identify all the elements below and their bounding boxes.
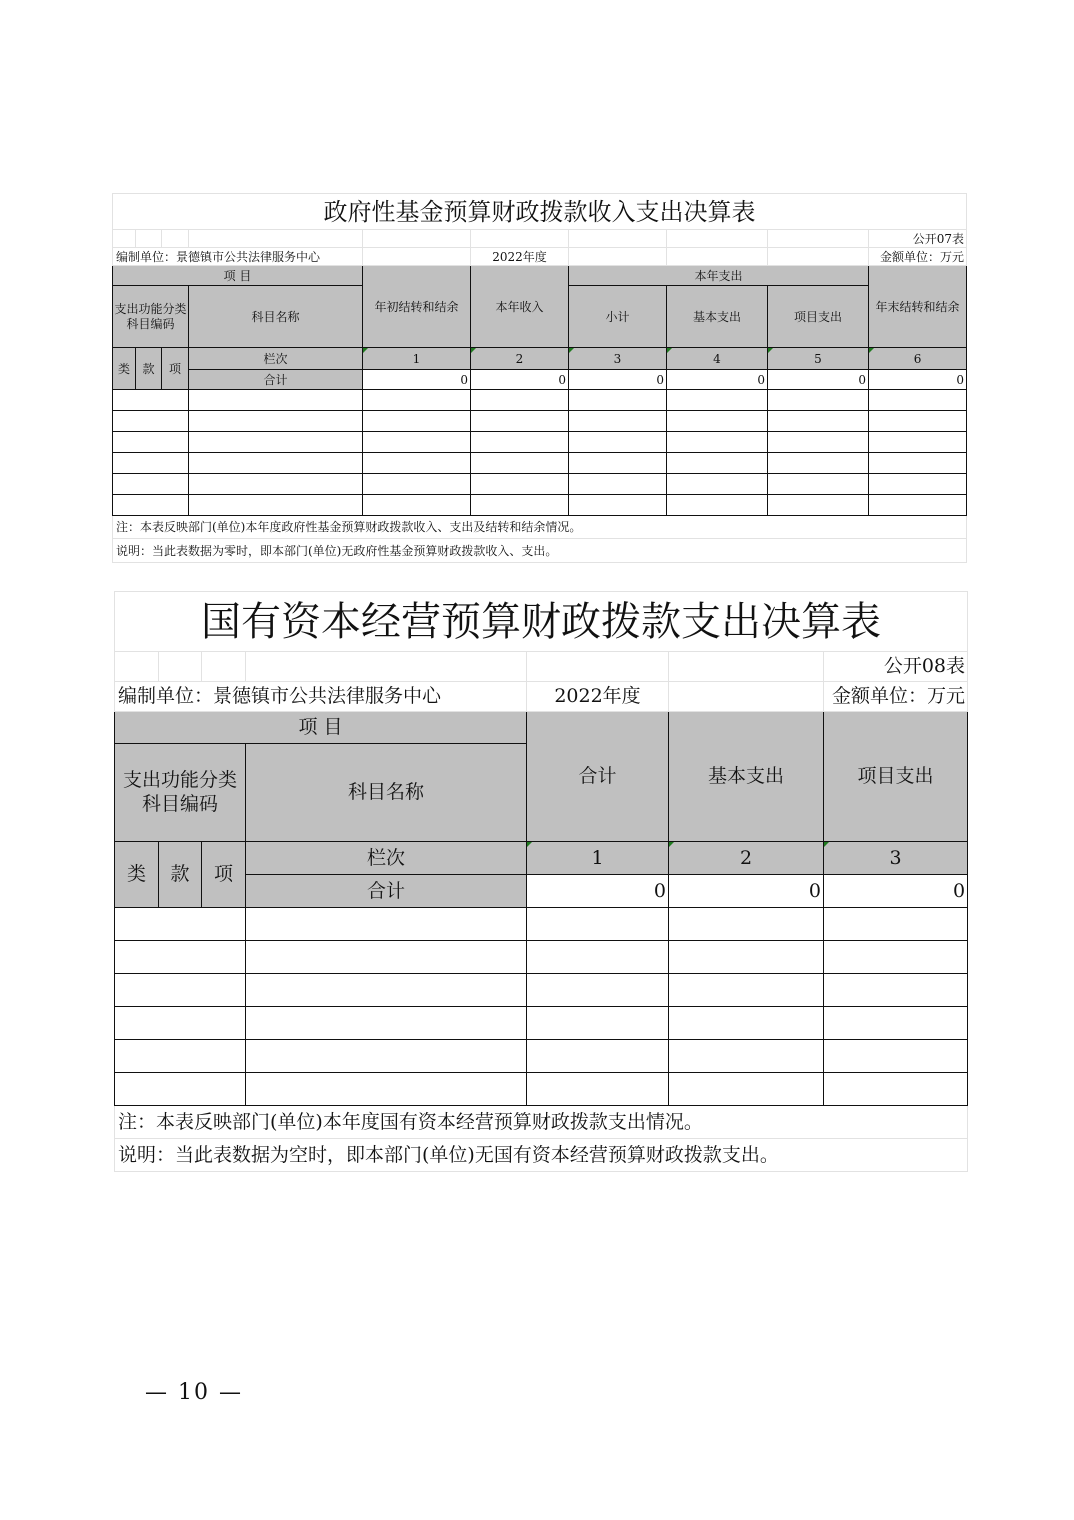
column-number: 5 [768, 348, 869, 370]
reporting-unit: 编制单位：景德镇市公共法律服务中心 [113, 248, 363, 266]
header-item: 项 目 [115, 712, 527, 744]
table-title: 国有资本经营预算财政拨款支出决算表 [115, 592, 968, 652]
table-row [113, 432, 967, 453]
header-xiang: 项 [202, 842, 246, 908]
table-row [115, 908, 968, 941]
header-xiang: 项 [162, 348, 189, 390]
header-kuan: 款 [159, 842, 202, 908]
table-row [115, 941, 968, 974]
column-number: 3 [569, 348, 667, 370]
amount-unit: 金额单位：万元 [824, 682, 968, 712]
header-end-balance: 年末结转和结余 [869, 266, 967, 348]
header-lei: 类 [113, 348, 136, 390]
table-state-capital [114, 591, 968, 1172]
column-number: 3 [824, 842, 968, 875]
header-basic-expense: 基本支出 [669, 712, 824, 842]
header-column-no: 栏次 [246, 842, 527, 875]
total-value: 0 [363, 370, 471, 390]
column-number: 6 [869, 348, 967, 370]
reporting-unit: 编制单位：景德镇市公共法律服务中心 [115, 682, 527, 712]
header-kuan: 款 [136, 348, 162, 390]
header-total: 合计 [527, 712, 669, 842]
total-value: 0 [869, 370, 967, 390]
table-row [113, 495, 967, 516]
total-value: 0 [667, 370, 768, 390]
header-function-code: 支出功能分类科目编码 [113, 286, 189, 348]
header-begin-balance: 年初结转和结余 [363, 266, 471, 348]
page-number: — 10 — [145, 1380, 243, 1405]
table-title: 政府性基金预算财政拨款收入支出决算表 [113, 194, 967, 230]
total-value: 0 [471, 370, 569, 390]
column-number: 2 [471, 348, 569, 370]
fiscal-year: 2022年度 [471, 248, 569, 266]
table-explanation: 说明：当此表数据为空时，即本部门(单位)无国有资本经营预算财政拨款支出。 [115, 1139, 968, 1172]
header-project-expense: 项目支出 [824, 712, 968, 842]
table-number: 公开07表 [869, 230, 967, 248]
table-note: 注：本表反映部门(单位)本年度政府性基金预算财政拨款收入、支出及结转和结余情况。 [113, 516, 967, 539]
table-note: 注：本表反映部门(单位)本年度国有资本经营预算财政拨款支出情况。 [115, 1106, 968, 1139]
header-subtotal: 小计 [569, 286, 667, 348]
header-lei: 类 [115, 842, 159, 908]
table-number: 公开08表 [824, 652, 968, 682]
table-row [115, 1040, 968, 1073]
header-income: 本年收入 [471, 266, 569, 348]
total-value: 0 [669, 875, 824, 908]
total-value: 0 [768, 370, 869, 390]
table-row [113, 411, 967, 432]
header-expense: 本年支出 [569, 266, 869, 286]
header-project-expense: 项目支出 [768, 286, 869, 348]
header-subject-name: 科目名称 [189, 286, 363, 348]
header-function-code: 支出功能分类科目编码 [115, 744, 246, 842]
table-row [113, 474, 967, 495]
amount-unit: 金额单位：万元 [869, 248, 967, 266]
column-number: 1 [363, 348, 471, 370]
total-value: 0 [824, 875, 968, 908]
header-item: 项 目 [113, 266, 363, 286]
table-row [115, 974, 968, 1007]
column-number: 4 [667, 348, 768, 370]
fiscal-year: 2022年度 [527, 682, 669, 712]
total-value: 0 [527, 875, 669, 908]
row-total-label: 合计 [246, 875, 527, 908]
column-number: 2 [669, 842, 824, 875]
table-government-fund [112, 193, 967, 563]
header-basic-expense: 基本支出 [667, 286, 768, 348]
table-explanation: 说明：当此表数据为零时，即本部门(单位)无政府性基金预算财政拨款收入、支出。 [113, 539, 967, 563]
row-total-label: 合计 [189, 370, 363, 390]
header-column-no: 栏次 [189, 348, 363, 370]
total-value: 0 [569, 370, 667, 390]
table-row [113, 390, 967, 411]
column-number: 1 [527, 842, 669, 875]
table-row [115, 1007, 968, 1040]
header-subject-name: 科目名称 [246, 744, 527, 842]
table-row [113, 453, 967, 474]
table-row [115, 1073, 968, 1106]
